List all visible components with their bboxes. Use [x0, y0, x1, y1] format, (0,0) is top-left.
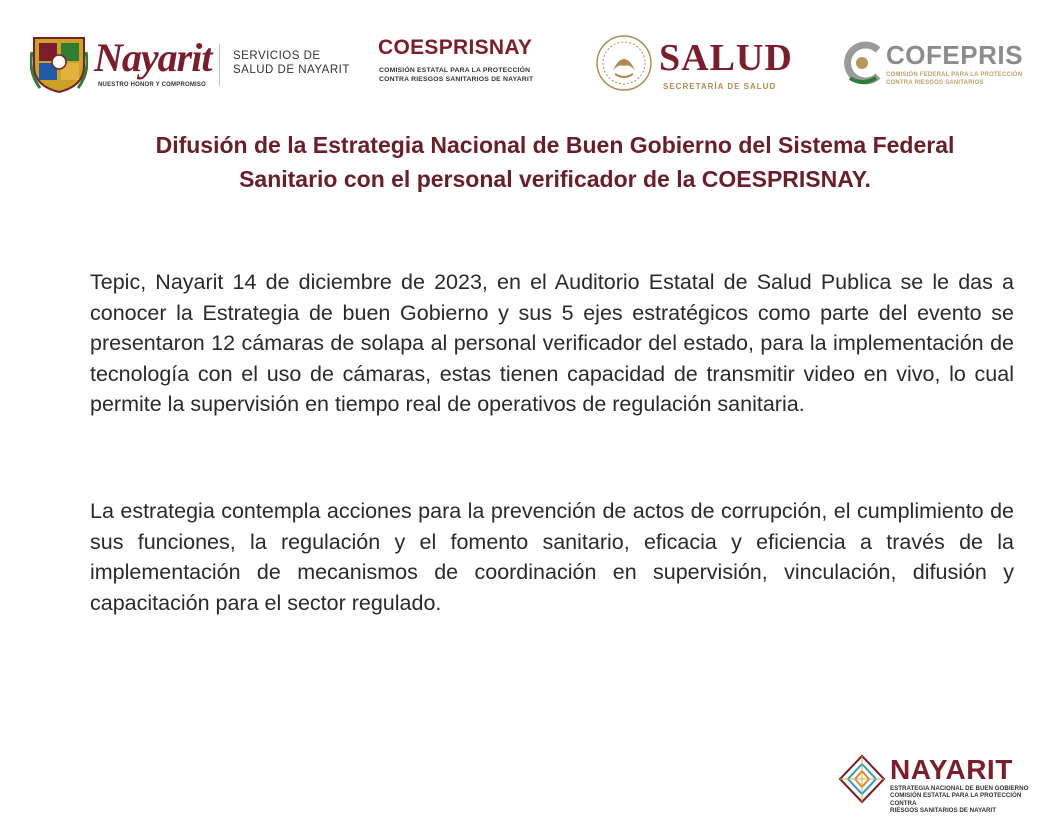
cofepris-subtitle — [886, 71, 1022, 87]
coesprisnay-wordmark: COESPRISNAY — [378, 36, 533, 59]
nayarit-logo — [30, 30, 360, 100]
salud-logo — [595, 30, 805, 100]
secretaria-salud-label: SECRETARÍA DE SALUD — [663, 82, 777, 91]
footer-subtitle-line3: RIESGOS SANITARIOS DE NAYARIT — [890, 806, 997, 814]
servicios-line2: SALUD DE NAYARIT — [233, 64, 350, 76]
document-title-line1: Difusión de la Estrategia Nacional de Buen Gobierno del Sistema Federal — [155, 132, 955, 158]
servicios-line1: SERVICIOS DE — [233, 50, 321, 62]
coesprisnay-logo — [378, 30, 558, 100]
document-title-line2: Sanitario con el personal verificador de la COESPRISNAY. — [239, 166, 871, 192]
document-title — [60, 128, 1050, 196]
footer-nayarit-wordmark: NAYARIT — [890, 754, 1013, 785]
cofepris-logo — [838, 30, 1033, 100]
coesprisnay-subtitle — [379, 66, 533, 84]
body-paragraph-2: La estrategia contempla acciones para la prevención de actos de corrupción, el cumplimiento de sus funciones, la regulación y el fomento sanitario, eficacia y eficiencia a través de la implementación de mecanismos de coordinación en supervisión, vinculación, difusión y capacitación para el sector regulado. — [90, 499, 1014, 615]
cofepris-subtitle-line1: COMISIÓN FEDERAL PARA LA PROTECCIÓN — [886, 72, 1023, 78]
footer-subtitle — [890, 785, 1048, 814]
salud-wordmark: SALUD — [659, 37, 793, 79]
footer-subtitle-line2: COMISIÓN ESTATAL PARA LA PROTECCIÓN CONTRA — [890, 792, 1022, 807]
cofepris-wordmark: COFEPRIS — [886, 40, 1023, 70]
coesprisnay-subtitle-line2: CONTRA RIESGOS SANITARIOS DE NAYARIT — [379, 76, 534, 83]
footer-subtitle-line1: ESTRATEGIA NACIONAL DE BUEN GOBIERNO — [890, 785, 1029, 792]
footer-nayarit-logo — [838, 752, 1048, 814]
cofepris-c-mark-icon — [838, 38, 888, 88]
nayarit-wordmark: Nayarit — [94, 35, 212, 80]
coesprisnay-subtitle-line1: COMISIÓN ESTATAL PARA LA PROTECCIÓN — [379, 67, 531, 74]
body-paragraph-1: Tepic, Nayarit 14 de diciembre de 2023, en el Auditorio Estatal de Salud Publica se le das a conocer la Estrategia de buen Gobierno y sus 5 ejes estratégicos como parte del evento se presentaron 12 cámaras de solapa al personal verificador del estado, para la implementación de tecnología con el uso de cámaras, estas tienen capacidad de transmitir video en vivo, lo cual permite la supervisión en tiempo real de operativos de regulación sanitaria. — [90, 270, 1014, 416]
huichol-diamond-pattern-icon — [838, 754, 886, 804]
logo-divider — [219, 44, 220, 86]
cofepris-subtitle-line2: CONTRA RIESGOS SANITARIOS — [886, 80, 984, 86]
servicios-salud-label — [233, 49, 350, 77]
header-logos — [30, 30, 1030, 100]
nayarit-coat-of-arms-icon — [30, 32, 88, 94]
nayarit-motto: NUESTRO HONOR Y COMPROMISO — [98, 82, 206, 88]
mexico-eagle-seal-icon — [595, 34, 653, 92]
